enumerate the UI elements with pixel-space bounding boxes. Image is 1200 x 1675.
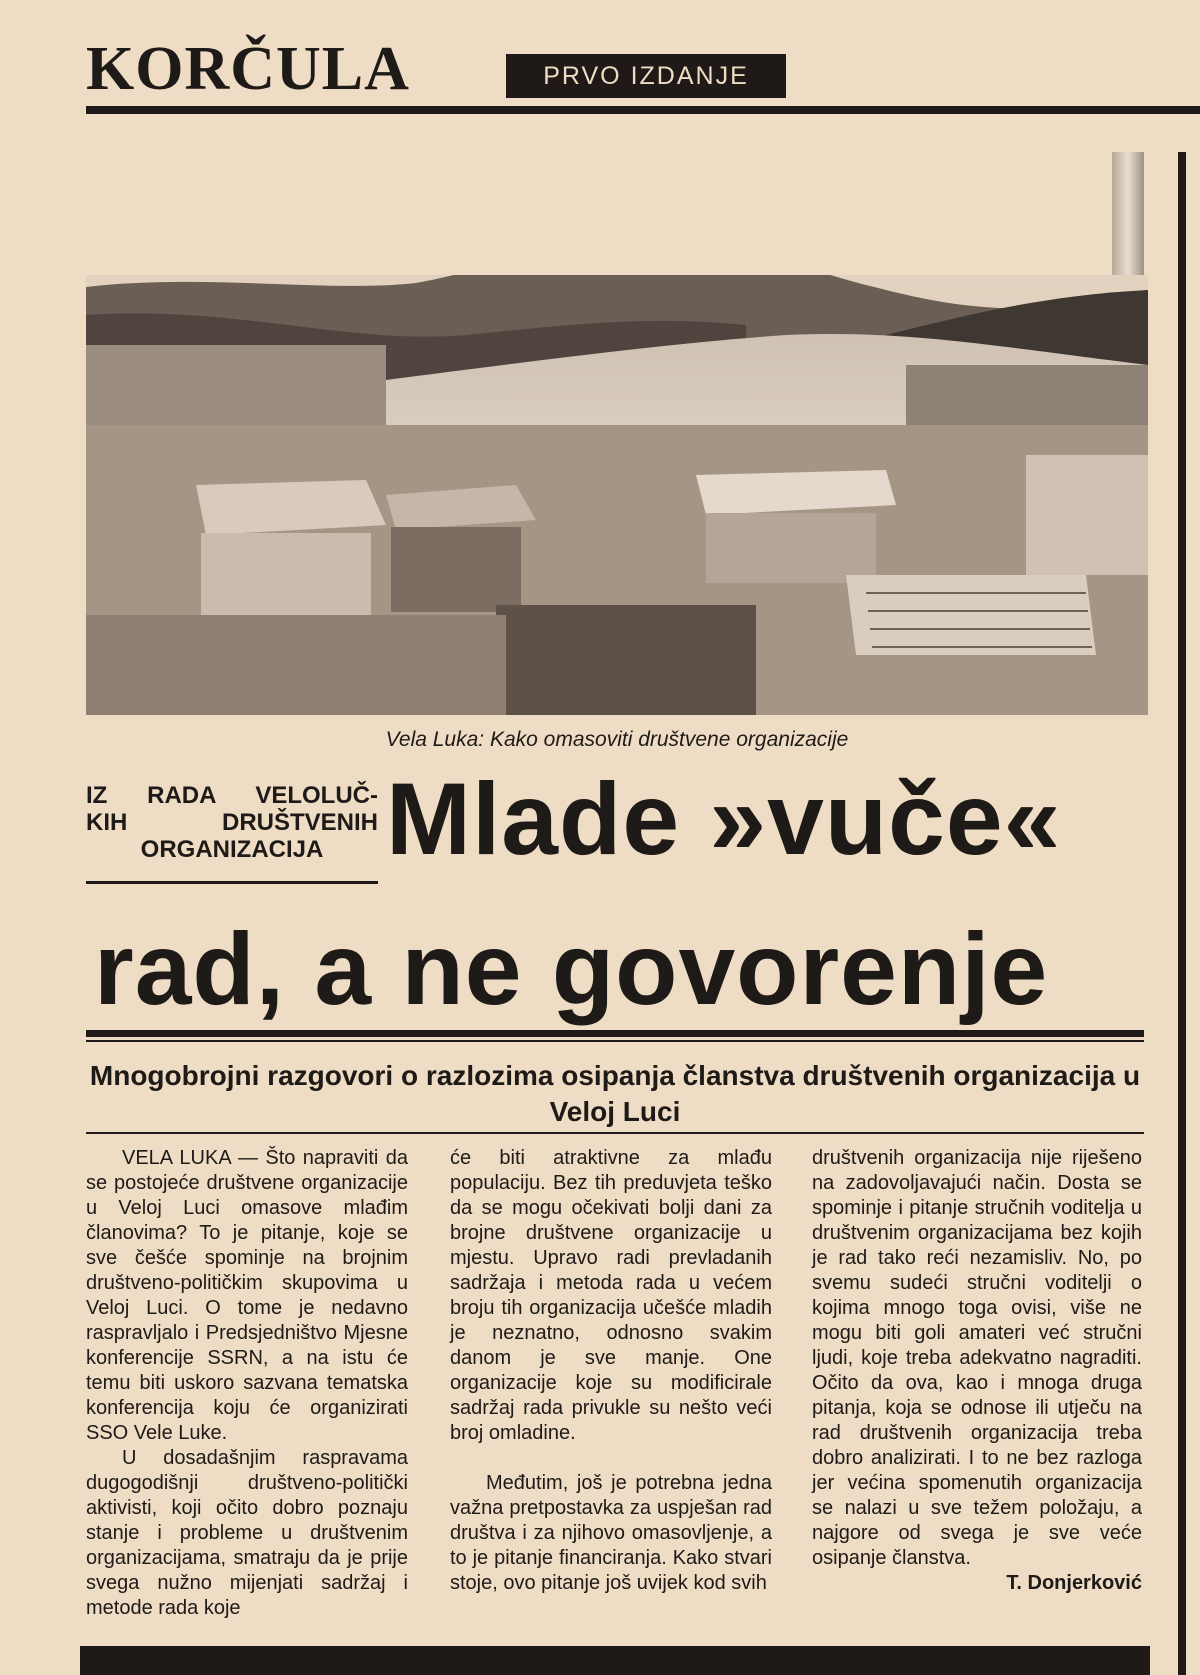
paragraph: VELA LUKA — Što napraviti da se postojeće društvene organizacije u Veloj Luci omasove mlađim članovima? To je pitanje, koje se sve češće spominje na brojnim društveno-političkim skupovima u Veloj Luci. O tome je nedavno raspravljalo i Predsjedništvo Mjesne konferencije SSRN, a na istu će temu biti uskoro sazvana tematska konferencija koju će organizirati SSO Vele Luke. xyxy=(86,1147,408,1444)
header-rule xyxy=(86,106,1200,114)
subheadline: Mnogobrojni razgovori o razlozima osipanja članstva društvenih organizacija u Veloj Luci xyxy=(89,1060,1141,1127)
town-harbor-photo xyxy=(86,275,1148,715)
article-column-2 xyxy=(450,1146,772,1596)
right-column-rule xyxy=(1178,152,1186,1675)
headline-rule-thin xyxy=(86,1040,1144,1042)
kicker-rule xyxy=(86,881,378,884)
article-column-1 xyxy=(86,1146,408,1621)
paragraph: će biti atraktivne za mlađu populaciju. Bez tih preduvjeta teško da se mogu očekivati bolji dani za brojne društvene organizacije u mjestu. Upravo radi prevladanih sadržaja i metoda rada u većem broju tih organizacija učešće mladih je neznatno, odnosno svakim danom je sve manje. One organizacije koje su modificirale sadržaj rada privukle su nešto veći broj omladine. xyxy=(450,1147,772,1444)
paragraph: U dosadašnjim raspravama dugogodišnji društveno-politički aktivisti, koji očito dobro poznaju stanje i probleme u društvenim organizacijama, smatraju da je prije svega nužno mijenjati sadržaj i metode rada koje xyxy=(86,1447,408,1619)
masthead: KORČULA xyxy=(86,35,410,103)
bottom-rule xyxy=(80,1646,1150,1675)
headline-line-2: rad, a ne govorenje xyxy=(94,912,1049,1026)
kicker-line: IZ RADA VELOLUČ- xyxy=(86,782,378,809)
edition-badge: PRVO IZDANJE xyxy=(506,54,786,98)
headline-rule-thick xyxy=(86,1030,1144,1037)
kicker-line: KIH DRUŠTVENIH xyxy=(86,809,378,836)
paragraph: društvenih organizacija nije riješeno na zadovoljavajući način. Dosta se spominje i pitanje stručnih voditelja u društvenim organizacijama bez kojih je rad tako reći nezamisliv. No, po svemu sudeći stručni voditelji o kojima mnogo toga ovisi, više ne mogu biti goli amateri već stručni ljudi, koje treba adekvatno nagraditi. Očito da ova, kao i mnoga druga pitanja, koja se odnose ili utječu na rad društvenih organizacija treba dobro analizirati. I to ne bez razloga jer većina spomenutih organizacija se nalazi u sve težem položaju, a najgore od svega je sve veće osipanje članstva. xyxy=(812,1147,1142,1569)
author-signature: T. Donjerković xyxy=(1006,1572,1142,1594)
subheadline-rule xyxy=(86,1132,1144,1134)
photo-caption: Vela Luka: Kako omasoviti društvene organizacije xyxy=(385,728,849,751)
headline-line-1: Mlade »vuče« xyxy=(386,762,1062,876)
article-column-3 xyxy=(812,1146,1142,1596)
paragraph: Međutim, još je potrebna jedna važna pretpostavka za uspješan rad društva i za njihovo omasovljenje, a to je pitanje financiranja. Kako stvari stoje, ovo pitanje još uvijek kod svih xyxy=(450,1472,772,1594)
kicker-heading xyxy=(86,782,378,863)
kicker-line: ORGANIZACIJA xyxy=(140,836,324,863)
